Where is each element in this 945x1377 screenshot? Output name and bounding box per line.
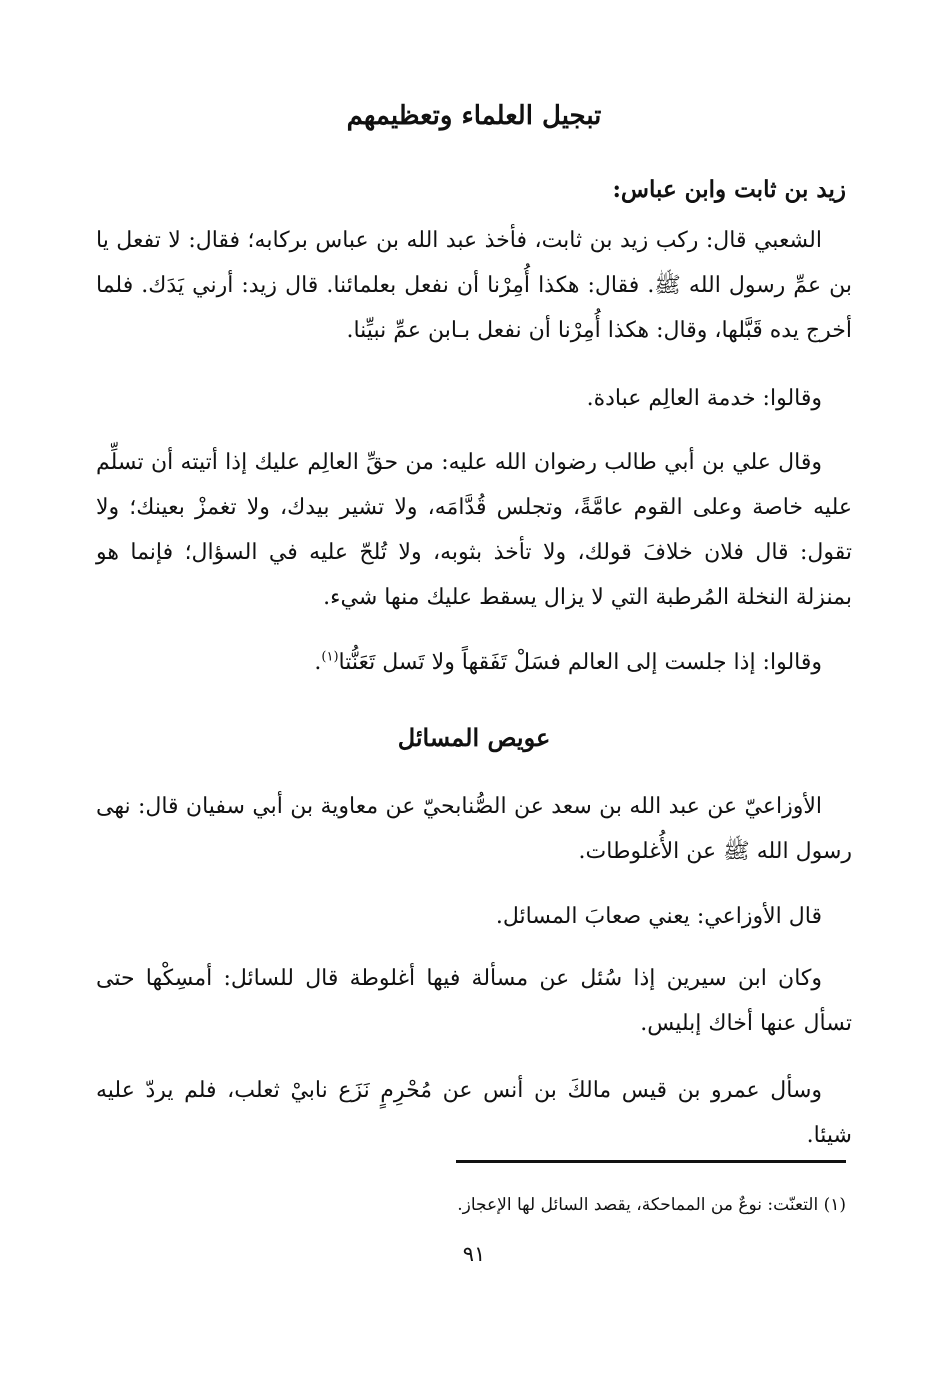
footnote-text: (١) التعنّت: نوعٌ من المماحكة، يقصد السائل لها الإعجاز.: [457, 1195, 846, 1215]
paragraph-awzai-explanation: قال الأوزاعي: يعني صعابَ المسائل.: [495, 904, 822, 929]
footnote-marker: (١): [321, 649, 339, 665]
paragraph-ibn-sirin: وكان ابن سيرين إذا سُئل عن مسألة فيها أغلوطة قال للسائل: أمسِكْها حتى تسأل عنها أخاك إبليس.: [96, 966, 852, 1036]
book-page: [96, 0, 852, 1377]
subheading-zayd-ibn-abbas: زيد بن ثابت وابن عباس:: [612, 176, 846, 203]
page-title: تبجيل العلماء وتعظيمهم: [346, 101, 602, 131]
footnote-divider: [456, 1160, 846, 1163]
paragraph-awzai-narration: الأوزاعيّ عن عبد الله بن سعد عن الصُّنابحيّ عن معاوية بن أبي سفيان قال: نهى رسول الله ﷺ عن الأُغلوطات.: [96, 794, 852, 864]
page-number: ٩١: [462, 1242, 486, 1266]
paragraph-ali-ibn-abi-talib: وقال علي بن أبي طالب رضوان الله عليه: من حقِّ العالِم عليك إذا أتيته أن تسلِّم عليه خاصة وعلى القوم عامَّةً، وتجلس قُدَّامَه، ولا تشير بيدك، ولا تغمزْ بعينك؛ ولا تقول: قال فلان خلافَ قولك، ولا تأخذ بثوبه، ولا تُلحّ عليه في السؤال؛ فإنما هو بمنزلة النخلة المُرطبة التي لا يزال يسقط عليك منها شيء.: [96, 450, 852, 610]
paragraph-shabi: الشعبي قال: ركب زيد بن ثابت، فأخذ عبد الله بن عباس بركابه؛ فقال: لا تفعل يا بن عمِّ رسول الله ﷺ. فقال: هكذا أُمِرْنا أن نفعل بعلمائنا. قال زيد: أرني يَدَك. فلما أخرج يده قَبَّلها، وقال: هكذا أُمِرْنا أن نفعل بـابن عمِّ نبيِّنا.: [96, 228, 852, 343]
section-title-difficult-questions: عويص المسائل: [397, 723, 551, 752]
paragraph-note-end: .: [314, 650, 322, 675]
paragraph-amr-ibn-qays: وسأل عمرو بن قيس مالكَ بن أنس عن مُحْرِمٍ نَزَع نابيْ ثعلب، فلم يردّ عليه شيئا.: [96, 1078, 852, 1148]
paragraph-service-scholar: وقالوا: خدمة العالِم عبادة.: [586, 386, 822, 411]
paragraph-sitting-with-scholar: [96, 640, 852, 685]
paragraph-note-text: وقالوا: إذا جلست إلى العالم فسَلْ تَفَقهاً ولا تَسل تَعَنُّتا: [338, 650, 822, 675]
